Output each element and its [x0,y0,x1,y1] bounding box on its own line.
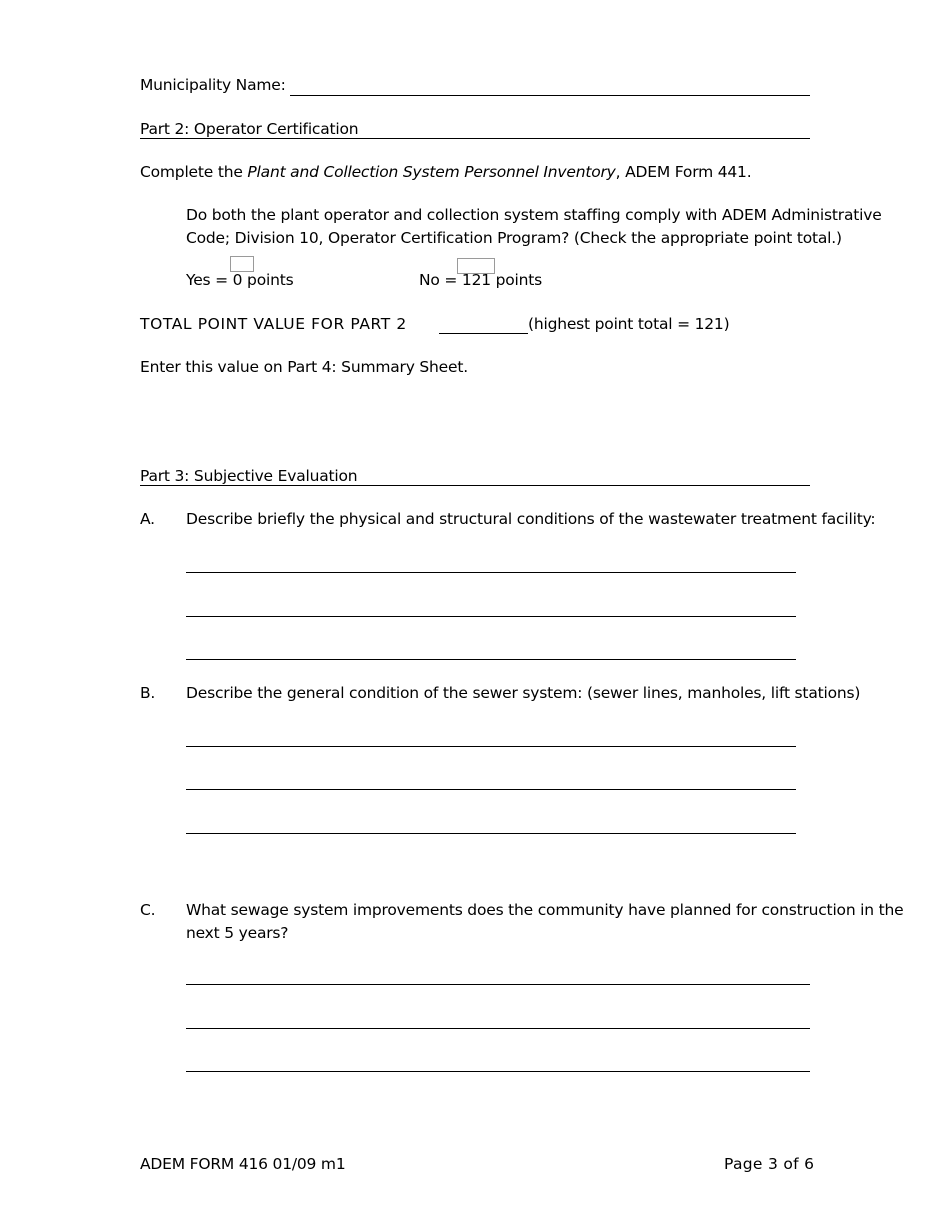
municipality-label: Municipality Name: [140,76,286,94]
question-b-text: Describe the general condition of the sewer system: (sewer lines, manholes, lift stations) [186,684,861,702]
answer-c-line-1[interactable] [186,984,810,985]
part2-total-field[interactable] [439,316,528,334]
answer-a-line-3[interactable] [186,659,796,660]
answer-a-line-2[interactable] [186,616,796,617]
part2-question-line1: Do both the plant operator and collection system staffing comply with ADEM Administrative [186,206,882,224]
answer-c-line-2[interactable] [186,1028,810,1029]
part2-total-note: (highest point total = 121) [528,315,730,333]
enter-value-note: Enter this value on Part 4: Summary Sheet. [140,358,468,376]
part2-total-input[interactable] [439,317,528,334]
part2-heading-rule [140,138,810,139]
yes-label: Yes = 0 points [186,271,294,289]
municipality-input[interactable] [290,79,810,96]
instruction-suffix: , ADEM Form 441. [615,163,752,181]
question-c-letter: C. [140,901,156,919]
form-441-title: Plant and Collection System Personnel Inventory [247,163,616,181]
part2-instruction [140,163,751,181]
yes-checkbox[interactable] [230,256,254,272]
footer-form-id: ADEM FORM 416 01/09 m1 [140,1155,346,1173]
footer-page-number: Page 3 of 6 [724,1155,815,1173]
question-b-letter: B. [140,684,156,702]
question-c-line2: next 5 years? [186,924,289,942]
instruction-prefix: Complete the [140,163,248,181]
answer-b-line-1[interactable] [186,746,796,747]
question-a-letter: A. [140,510,155,528]
part3-heading-rule [140,485,810,486]
answer-c-line-3[interactable] [186,1071,810,1072]
answer-b-line-3[interactable] [186,833,796,834]
part3-heading: Part 3: Subjective Evaluation [140,467,358,485]
no-label: No = 121 points [419,271,543,289]
part2-total-label: TOTAL POINT VALUE FOR PART 2 [140,315,407,333]
answer-a-line-1[interactable] [186,572,796,573]
part2-heading: Part 2: Operator Certification [140,120,359,138]
question-a-text: Describe briefly the physical and structural conditions of the wastewater treatment facility: [186,510,876,528]
municipality-field[interactable] [290,78,810,96]
part2-question-line2: Code; Division 10, Operator Certification Program? (Check the appropriate point total.) [186,229,842,247]
answer-b-line-2[interactable] [186,789,796,790]
question-c-line1: What sewage system improvements does the community have planned for construction in the [186,901,904,919]
